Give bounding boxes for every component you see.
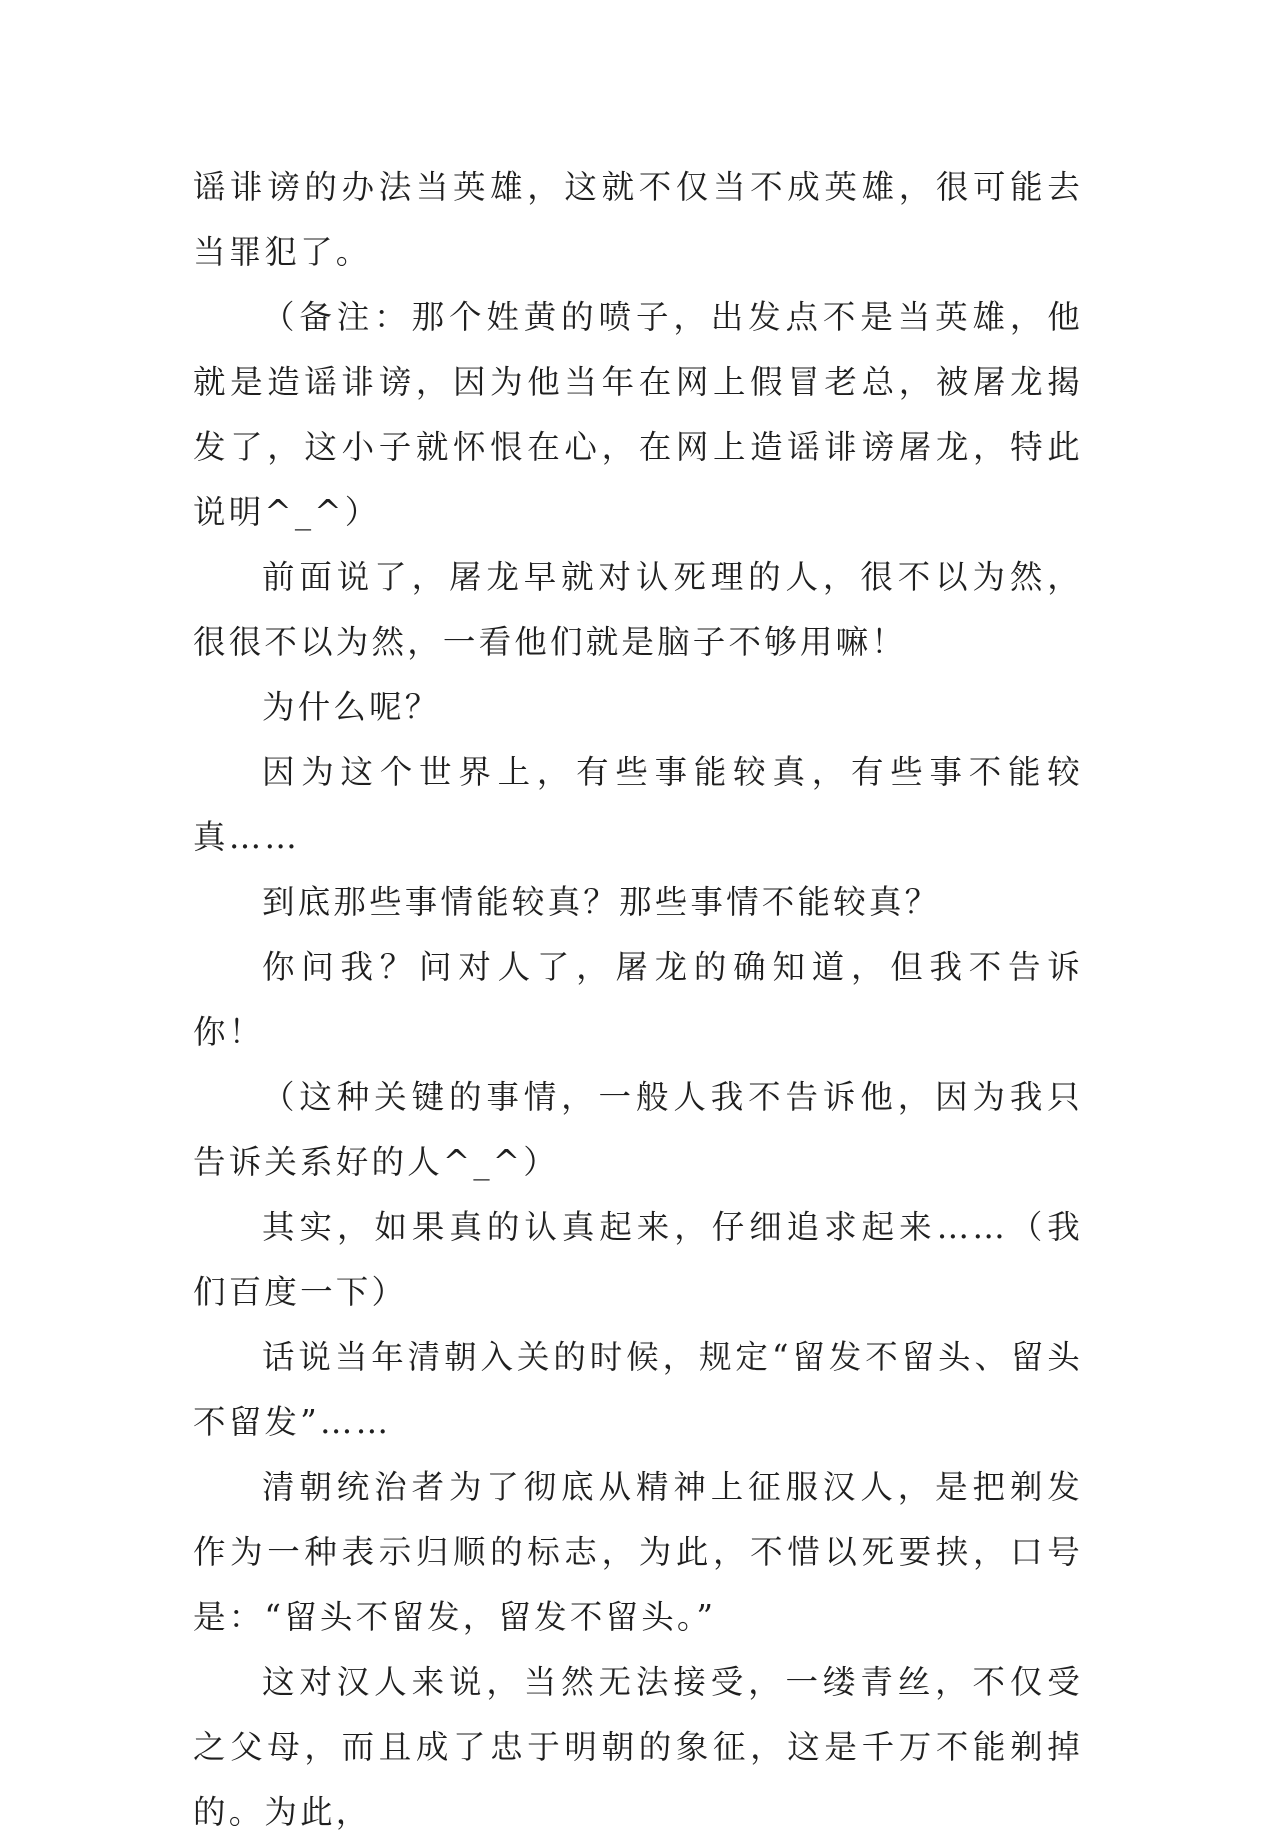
paragraph-11: 清朝统治者为了彻底从精神上征服汉人，是把剃发作为一种表示归顺的标志，为此，不惜以死要挟，口号是：“留头不留发，留发不留头。”: [193, 1468, 1083, 1636]
paragraph-3: 前面说了，屠龙早就对认死理的人，很不以为然，很很不以为然，一看他们就是脑子不够用嘛！: [193, 558, 1083, 661]
paragraph-9: 其实，如果真的认真起来，仔细追求起来……（我们百度一下）: [193, 1208, 1083, 1311]
paragraph-7: 你问我？问对人了，屠龙的确知道，但我不告诉你！: [193, 948, 1083, 1051]
paragraph-10: 话说当年清朝入关的时候，规定“留发不留头、留头不留发”……: [193, 1338, 1083, 1441]
paragraph-4: 为什么呢？: [262, 688, 441, 726]
paragraph-5: 因为这个世界上，有些事能较真，有些事不能较真……: [193, 753, 1083, 856]
paragraph-8-note: （这种关键的事情，一般人我不告诉他，因为我只告诉关系好的人^_^）: [193, 1078, 1083, 1181]
paragraph-6: 到底那些事情能较真？那些事情不能较真？: [262, 883, 941, 921]
paragraph-2-note: （备注：那个姓黄的喷子，出发点不是当英雄，他就是造谣诽谤，因为他当年在网上假冒老总，被屠龙揭发了，这小子就怀恨在心，在网上造谣诽谤屠龙，特此说明^_^）: [193, 298, 1083, 531]
document-body: [193, 155, 1083, 1845]
paragraph-12: 这对汉人来说，当然无法接受，一缕青丝，不仅受之父母，而且成了忠于明朝的象征，这是千万不能剃掉的。为此，: [193, 1663, 1083, 1831]
paragraph-1: 谣诽谤的办法当英雄，这就不仅当不成英雄，很可能去当罪犯了。: [193, 168, 1083, 271]
